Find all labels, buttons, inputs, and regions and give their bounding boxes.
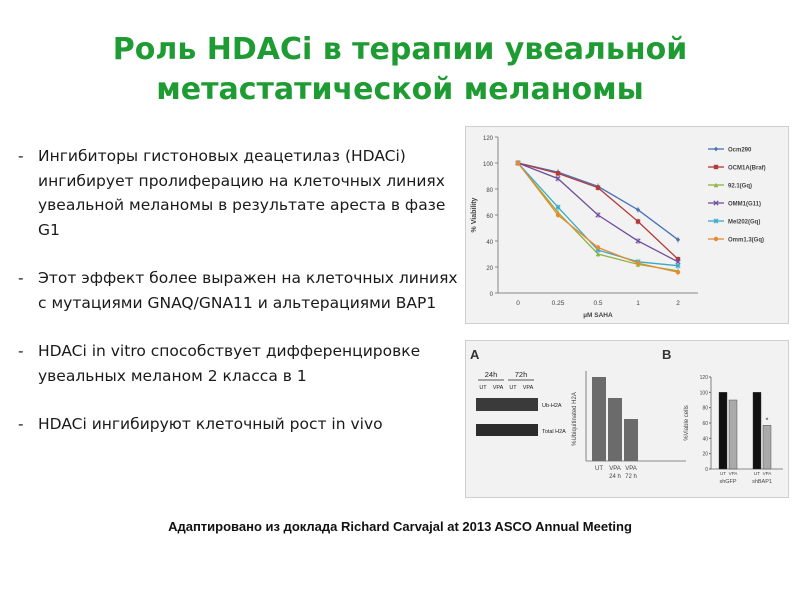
x-axis-label: µM SAHA <box>583 312 613 319</box>
bullet-list <box>18 144 458 461</box>
bullet-dash: - <box>18 269 24 287</box>
y-axis-label: % Viability <box>471 197 478 233</box>
point-marker <box>676 270 680 274</box>
b-significance-mark: * <box>765 417 769 425</box>
point-marker <box>596 245 600 249</box>
slide-title <box>0 30 800 110</box>
b-bar <box>753 392 761 469</box>
bullet-dash: - <box>18 415 24 433</box>
bullet-dash: - <box>18 342 24 360</box>
legend-label: Omm1.3(Gq) <box>728 237 765 244</box>
a-category-label: 72 h <box>625 474 637 480</box>
viability-line-chart-panel <box>465 126 789 324</box>
b-y-tick-label: 80 <box>702 405 708 412</box>
point-marker <box>714 219 718 223</box>
legend-label: OMM1(G11) <box>728 201 762 208</box>
y-tick-label: 100 <box>482 162 493 168</box>
y-tick-label: 0 <box>489 292 493 298</box>
x-tick-label: 2 <box>676 300 680 307</box>
b-y-tick-label: 0 <box>705 467 708 473</box>
b-series-label: UT <box>720 471 726 476</box>
point-marker <box>636 219 640 223</box>
blot-lane-label: VPA <box>492 385 504 391</box>
blot-lane-label: UT <box>509 385 517 391</box>
blot-band-total <box>476 424 538 436</box>
b-y-tick-label: 20 <box>702 451 708 458</box>
point-marker <box>714 147 718 151</box>
title-line-1: Роль HDACi в терапии увеальной <box>112 32 688 67</box>
a-category-label: UT <box>595 466 603 472</box>
point-marker <box>596 186 600 190</box>
title-line-2: метастатической меланомы <box>156 72 644 107</box>
point-marker <box>714 237 718 241</box>
b-y-tick-label: 120 <box>699 375 708 381</box>
panels-ab <box>465 340 789 498</box>
a-category-label: VPA <box>609 466 621 472</box>
y-tick-label: 80 <box>486 188 493 194</box>
legend-label: Ocm290 <box>728 147 752 154</box>
point-marker <box>714 165 718 169</box>
blot-time-label: 24h <box>484 370 498 379</box>
bullet-text: Этот эффект более выражен на клеточных линиях с мутациями GNAQ/GNA11 и альтерациями BAP1 <box>38 269 458 312</box>
legend-label: 92.1(Gq) <box>728 183 753 190</box>
b-series-label: VPA <box>762 471 772 476</box>
y-tick-label: 120 <box>482 136 493 142</box>
bullet-dash: - <box>18 147 24 165</box>
b-bar <box>763 425 771 469</box>
b-y-tick-label: 100 <box>699 390 708 397</box>
point-marker <box>636 261 640 265</box>
bullet-item <box>18 144 458 242</box>
b-y-tick-label: 60 <box>702 421 708 427</box>
a-bar <box>608 398 622 461</box>
ab-figure <box>466 341 788 497</box>
b-group-label: shBAP1 <box>752 479 772 485</box>
b-y-axis-label: %Viable cells <box>684 405 690 441</box>
point-marker <box>556 205 560 209</box>
a-category-label: 24 h <box>609 474 621 480</box>
x-tick-label: 1 <box>636 300 640 307</box>
blot-band-ub <box>476 398 538 411</box>
b-y-tick-label: 40 <box>702 436 708 443</box>
b-bar <box>719 392 727 469</box>
a-y-axis-label: %Ubiquitinated H2A <box>572 392 578 446</box>
x-tick-label: 0.25 <box>551 300 565 307</box>
point-marker <box>516 161 520 165</box>
series-line <box>518 163 678 240</box>
blot-band-label: Total H2A <box>542 429 566 435</box>
viability-line-chart <box>466 127 788 323</box>
point-marker <box>556 171 560 175</box>
blot-band-label: Ub-H2A <box>542 403 562 409</box>
b-bar <box>729 400 737 469</box>
bullet-item <box>18 339 458 388</box>
x-tick-label: 0.5 <box>593 300 603 307</box>
legend-label: Mel202(Gq) <box>728 219 761 226</box>
blot-lane-label: VPA <box>522 385 534 391</box>
blot-time-label: 72h <box>514 370 528 379</box>
y-tick-label: 60 <box>486 214 493 220</box>
blot-lane-label: UT <box>479 385 487 391</box>
a-bar <box>624 419 638 461</box>
a-bar <box>592 377 606 461</box>
y-tick-label: 40 <box>486 240 493 246</box>
b-series-label: VPA <box>728 471 738 476</box>
bullet-item <box>18 412 458 437</box>
panel-label-b: B <box>662 347 672 362</box>
x-tick-label: 0 <box>516 300 520 307</box>
source-caption: Адаптировано из доклада Richard Carvajal at 2013 ASCO Annual Meeting <box>168 519 632 534</box>
bullet-text: HDACi ингибируют клеточный рост in vivo <box>38 415 383 433</box>
bullet-item <box>18 266 458 315</box>
bullet-text: Ингибиторы гистоновых деацетилаз (HDACi) ингибирует пролиферацию на клеточных линиях увеальной меланомы в результате ареста в фазе G1 <box>38 147 446 239</box>
y-tick-label: 20 <box>486 266 493 272</box>
bullet-text: HDACi in vitro способствует дифференцировке увеальных меланом 2 класса в 1 <box>38 342 421 385</box>
legend-label: OCM1A(Braf) <box>728 165 766 172</box>
panel-label-a: A <box>470 347 480 362</box>
b-group-label: shGFP <box>719 479 737 485</box>
b-series-label: UT <box>754 471 760 476</box>
point-marker <box>556 213 560 217</box>
a-category-label: VPA <box>625 466 637 472</box>
point-marker <box>676 264 680 268</box>
